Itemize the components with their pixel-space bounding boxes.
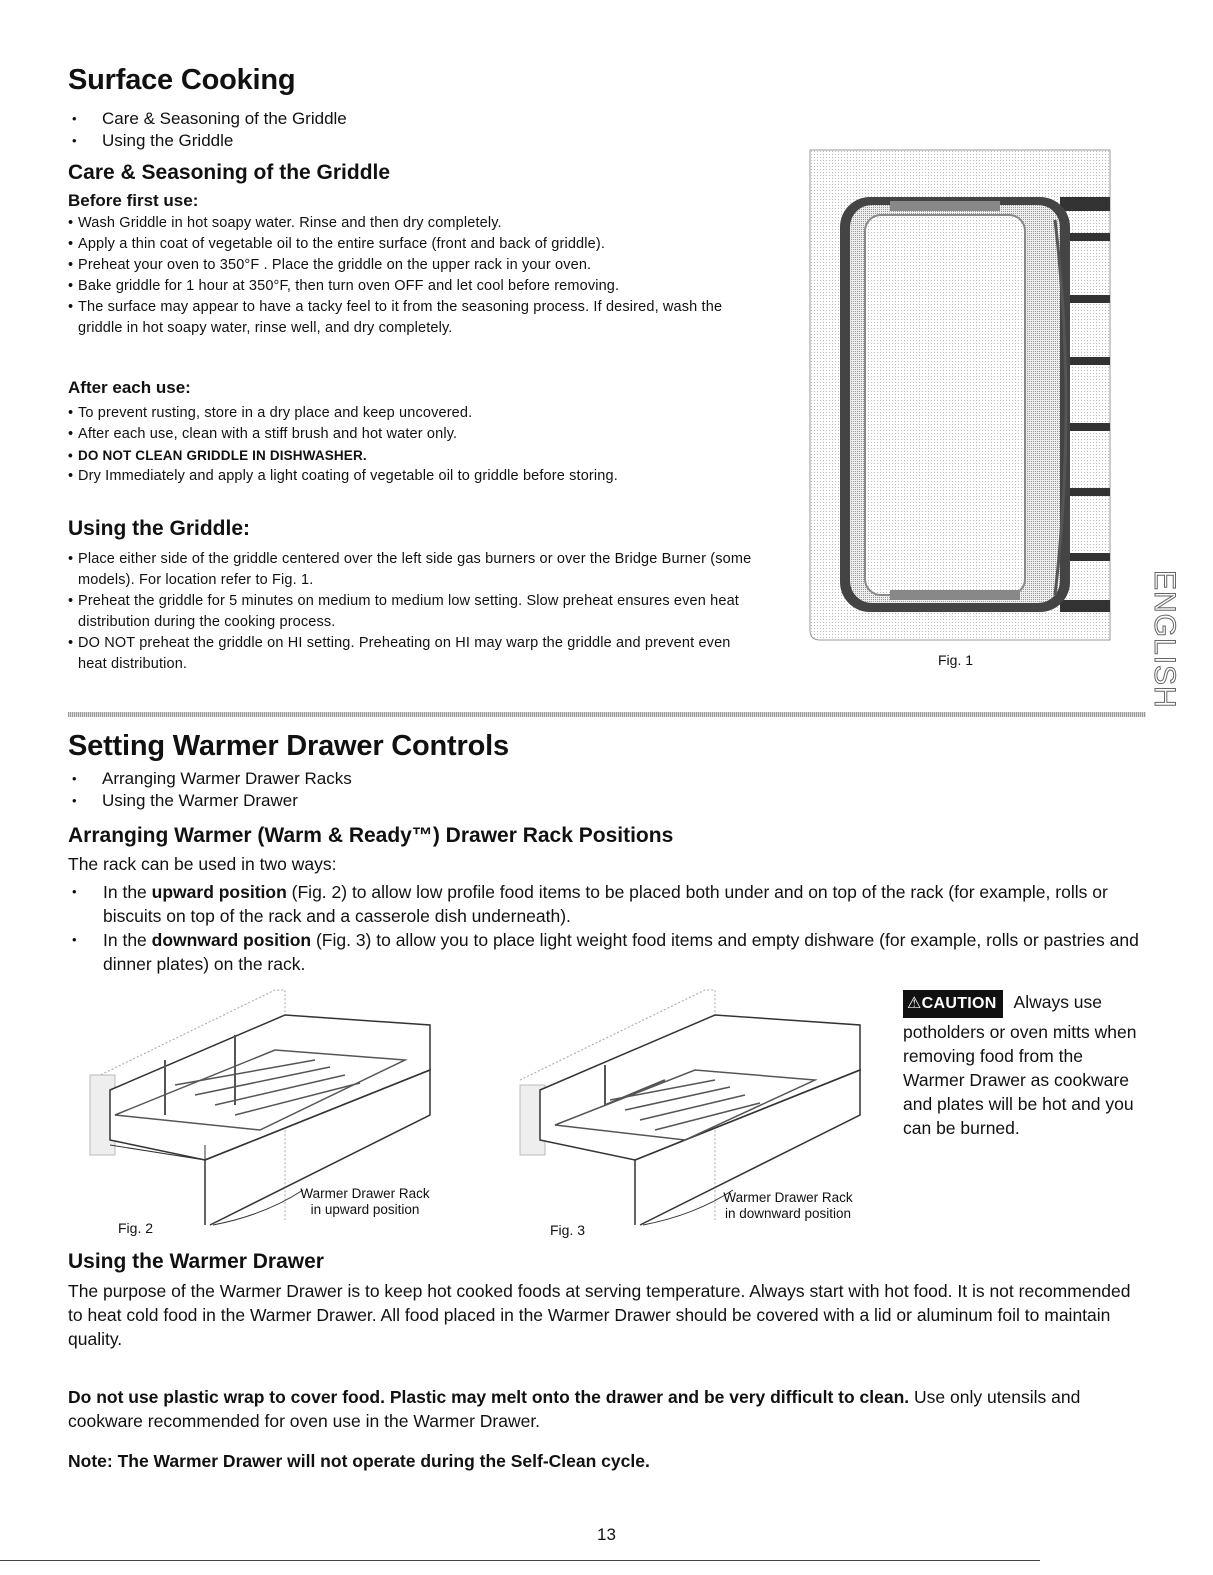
list-item: • The surface may appear to have a tacky feel to it from the seasoning process. If desired, wash the griddle in hot soapy water, rinse well, and dry completely. [68,297,758,339]
caution-text: potholders or oven mitts when removing food from the Warmer Drawer as cookware and plates will be hot and you can be burned. [903,1022,1137,1138]
after-use-list [68,403,768,487]
using-griddle-list [68,549,758,675]
toc-item: • Care & Seasoning of the Griddle [68,108,347,130]
page-title-warmer-drawer: Setting Warmer Drawer Controls [68,730,509,762]
fig-1-label: Fig. 1 [938,652,974,668]
caution-badge: ⚠CAUTION [903,990,1003,1018]
side-tab-text: ENGLISH [1148,570,1181,709]
using-warmer-heading: Using the Warmer Drawer [68,1250,324,1273]
list-item: • Bake griddle for 1 hour at 350°F, then turn oven OFF and let cool before removing. [68,276,758,297]
toc-item: • Using the Griddle [68,130,347,152]
plastic-wrap-warning: Do not use plastic wrap to cover food. Plastic may melt onto the drawer and be very difficult to clean. Use only utensils and cookware recommended for oven use in the Warmer Drawer. [68,1387,1081,1431]
rack-ways-list [68,880,1148,976]
caution-lead: Always use [1013,992,1103,1012]
list-item: • After each use, clean with a stiff brush and hot water only. [68,424,768,445]
list-item: • Preheat the griddle for 5 minutes on medium to medium low setting. Slow preheat ensures even heat distribution during the cooking process. [68,591,758,633]
list-item: • DO NOT preheat the griddle on HI setting. Preheating on HI may warp the griddle and prevent even heat distribution. [68,633,758,675]
care-seasoning-heading: Care & Seasoning of the Griddle [68,161,391,184]
section-divider [68,712,1146,717]
arranging-racks-heading: Arranging Warmer (Warm & Ready™) Drawer Rack Positions [68,824,674,847]
list-item: • Apply a thin coat of vegetable oil to the entire surface (front and back of griddle). [68,234,758,255]
fig-2-label: Fig. 2 [118,1220,154,1236]
before-use-list [68,213,758,339]
footer-rule [0,1560,1040,1561]
fig-3-label: Fig. 3 [550,1222,586,1238]
list-item: • Place either side of the griddle centered over the left side gas burners or over the Bridge Burner (some models). For location refer to Fig. 1. [68,549,758,591]
fig-2-rack-label: Warmer Drawer Rack in upward position [300,1186,430,1217]
self-clean-note: Note: The Warmer Drawer will not operate during the Self-Clean cycle. [68,1451,650,1471]
language-tab [1133,570,1181,720]
list-item: • Dry Immediately and apply a light coating of vegetable oil to griddle before storing. [68,466,768,487]
caution-header [903,990,1148,1018]
using-griddle-heading: Using the Griddle: [68,517,251,540]
figure-1-griddle [805,145,1115,645]
list-item: • Wash Griddle in hot soapy water. Rinse and then dry completely. [68,213,758,234]
page-number: 13 [597,1525,616,1544]
fig-3-rack-label: Warmer Drawer Rack in downward position [723,1190,853,1221]
list-item-upward: • In the upward position (Fig. 2) to allow low profile food items to be placed both under and on top of the rack (for example, rolls or biscuits on top of the rack and a casserole dish underneath). [68,880,1148,928]
toc-item: • Arranging Warmer Drawer Racks [68,768,352,790]
caution-block [903,990,1148,1140]
list-item: • Preheat your oven to 350°F . Place the griddle on the upper rack in your oven. [68,255,758,276]
before-first-use-heading: Before first use: [68,191,199,210]
using-warmer-text: The purpose of the Warmer Drawer is to keep hot cooked foods at serving temperature. Always start with hot food. It is not recommended to heat cold food in the Warmer Drawer. All food placed in the Warmer Drawer should be covered with a lid or aluminum foil to maintain quality. [68,1281,1131,1349]
warmer-toc [68,768,352,812]
page-title-surface-cooking: Surface Cooking [68,64,296,96]
griddle-illustration [805,145,1115,645]
toc-item: • Using the Warmer Drawer [68,790,352,812]
surface-toc [68,108,347,152]
list-item-downward: • In the downward position (Fig. 3) to allow you to place light weight food items and empty dishware (for example, rolls or pastries and dinner plates) on the rack. [68,928,1148,976]
after-each-use-heading: After each use: [68,378,191,397]
list-item: • To prevent rusting, store in a dry place and keep uncovered. [68,403,768,424]
warning-triangle-icon: ⚠ [907,995,922,1012]
list-item-dishwasher-warning: • DO NOT CLEAN GRIDDLE IN DISHWASHER. [68,445,768,466]
rack-intro: The rack can be used in two ways: [68,854,337,874]
